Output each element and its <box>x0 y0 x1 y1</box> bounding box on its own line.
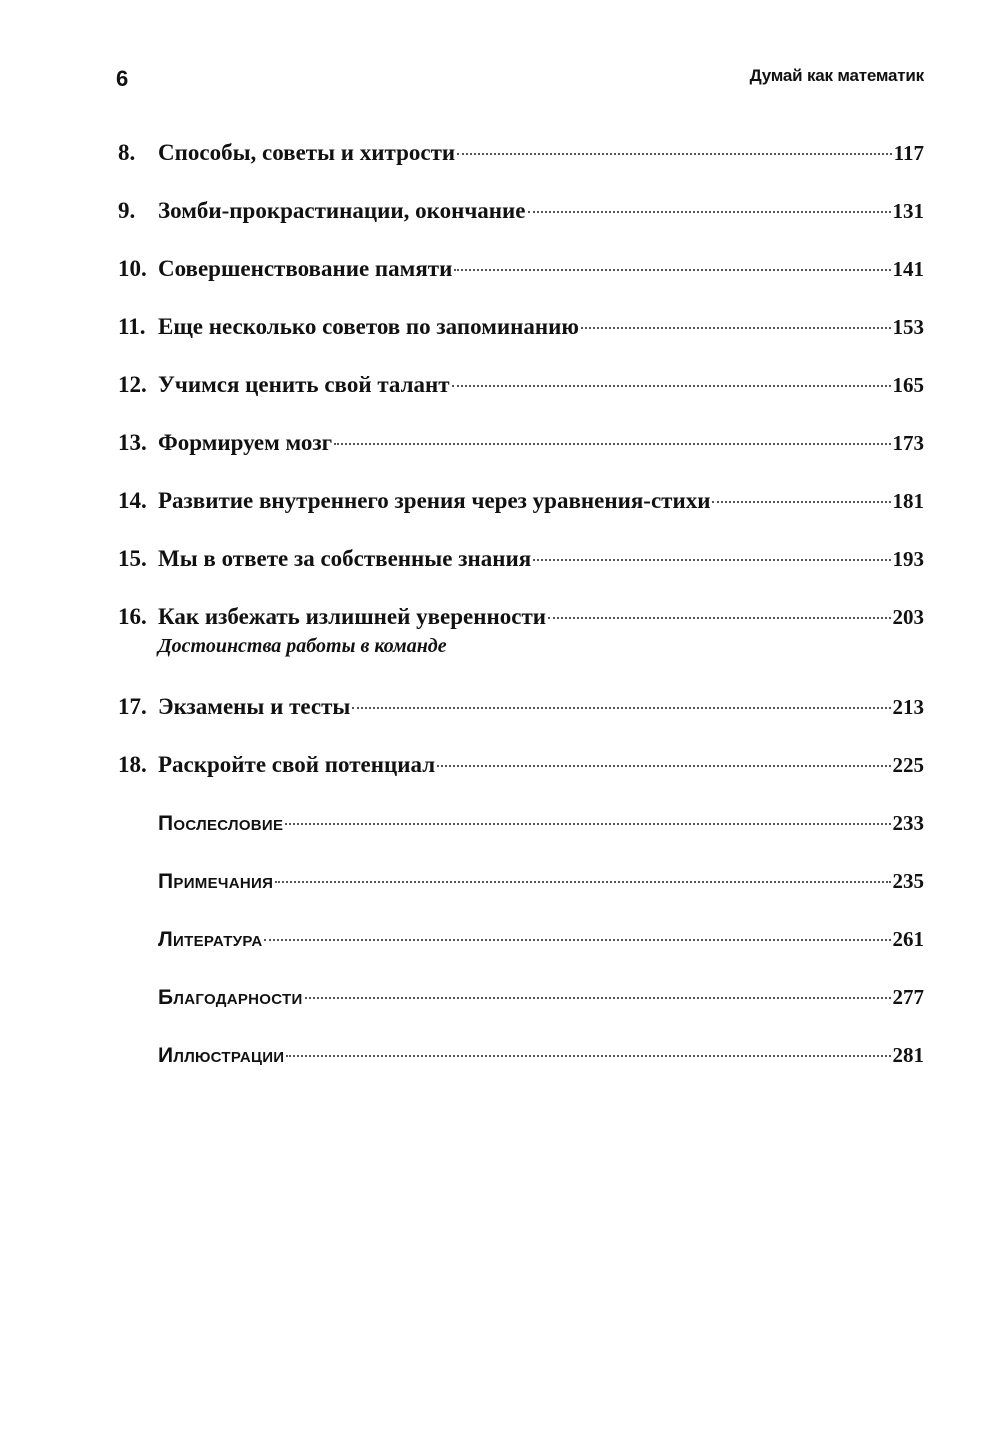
toc-entry-13 <box>118 428 924 458</box>
toc-entry-illustrations <box>118 1040 924 1071</box>
dot-leader <box>275 881 890 883</box>
chapter-page: 203 <box>892 605 924 629</box>
back-matter-page: 233 <box>892 811 924 835</box>
toc-entry-16 <box>118 602 924 632</box>
chapter-title: Способы, советы и хитрости <box>158 140 456 165</box>
chapter-title: Еще несколько советов по запоминанию <box>158 314 579 339</box>
chapter-page: 131 <box>892 199 924 223</box>
toc-entry-notes <box>118 866 924 897</box>
dot-leader <box>712 501 890 503</box>
chapter-title: Развитие внутреннего зрения через уравнения-стихи <box>158 488 711 513</box>
toc-entry-acknowledgements <box>118 982 924 1013</box>
toc-entry-8 <box>118 138 924 168</box>
chapter-subtitle: Достоинства работы в команде <box>158 635 447 657</box>
dot-leader <box>533 559 890 561</box>
chapter-title: Учимся ценить свой талант <box>158 372 450 397</box>
back-matter-page: 261 <box>892 927 924 951</box>
chapter-number: 18. <box>118 752 147 777</box>
chapter-page: 173 <box>892 431 924 455</box>
chapter-title: Раскройте свой потенциал <box>158 752 436 777</box>
dot-leader <box>437 765 890 767</box>
dot-leader <box>305 997 891 999</box>
dot-leader <box>454 269 890 271</box>
dot-leader <box>528 211 891 213</box>
toc-entry-12 <box>118 370 924 400</box>
back-matter-title: Литература <box>158 928 263 951</box>
running-head: Думай как математик <box>749 66 924 85</box>
dot-leader <box>457 153 891 155</box>
chapter-page: 141 <box>892 257 924 281</box>
chapter-page: 213 <box>892 695 924 719</box>
dot-leader <box>352 707 890 709</box>
dot-leader <box>452 385 891 387</box>
toc-entry-18 <box>118 750 924 780</box>
chapter-number: 14. <box>118 488 147 513</box>
toc-entry-14 <box>118 486 924 516</box>
chapter-number: 15. <box>118 546 147 571</box>
chapter-title: Формируем мозг <box>158 430 333 455</box>
chapter-title: Совершенствование памяти <box>158 256 453 281</box>
chapter-number: 13. <box>118 430 147 455</box>
dot-leader <box>334 443 890 445</box>
dot-leader <box>285 823 890 825</box>
chapter-page: 225 <box>892 753 924 777</box>
chapter-number: 12. <box>118 372 147 397</box>
chapter-number: 17. <box>118 694 147 719</box>
back-matter-page: 281 <box>892 1043 924 1067</box>
dot-leader <box>286 1055 890 1057</box>
chapter-number: 8. <box>118 140 136 165</box>
chapter-title: Экзамены и тесты <box>158 694 351 719</box>
dot-leader <box>581 327 891 329</box>
dot-leader <box>264 939 890 941</box>
back-matter-title: Благодарности <box>158 986 303 1009</box>
chapter-number: 9. <box>118 198 136 223</box>
toc-entry-17 <box>118 692 924 722</box>
chapter-number: 11. <box>118 314 146 339</box>
back-matter-title: Иллюстрации <box>158 1044 285 1067</box>
toc-entry-afterword <box>118 808 924 839</box>
chapter-page: 193 <box>892 547 924 571</box>
chapter-page: 117 <box>893 141 924 165</box>
page-number: 6 <box>116 66 129 91</box>
back-matter-title: Послесловие <box>158 812 284 835</box>
back-matter-title: Примечания <box>158 870 274 893</box>
chapter-page: 165 <box>892 373 924 397</box>
chapter-title: Как избежать излишней уверенности <box>158 604 546 629</box>
back-matter-page: 277 <box>892 985 924 1009</box>
toc-entry-11 <box>118 312 924 342</box>
toc-entry-9 <box>118 196 924 226</box>
chapter-number: 16. <box>118 604 147 629</box>
back-matter-page: 235 <box>892 869 924 893</box>
chapter-title: Мы в ответе за собственные знания <box>158 546 532 571</box>
toc-entry-15 <box>118 544 924 574</box>
toc-entry-literature <box>118 924 924 955</box>
dot-leader <box>548 617 891 619</box>
chapter-page: 153 <box>892 315 924 339</box>
chapter-title: Зомби-прокрастинации, окончание <box>158 198 526 223</box>
chapter-page: 181 <box>892 489 924 513</box>
chapter-number: 10. <box>118 256 147 281</box>
toc-entry-10 <box>118 254 924 284</box>
